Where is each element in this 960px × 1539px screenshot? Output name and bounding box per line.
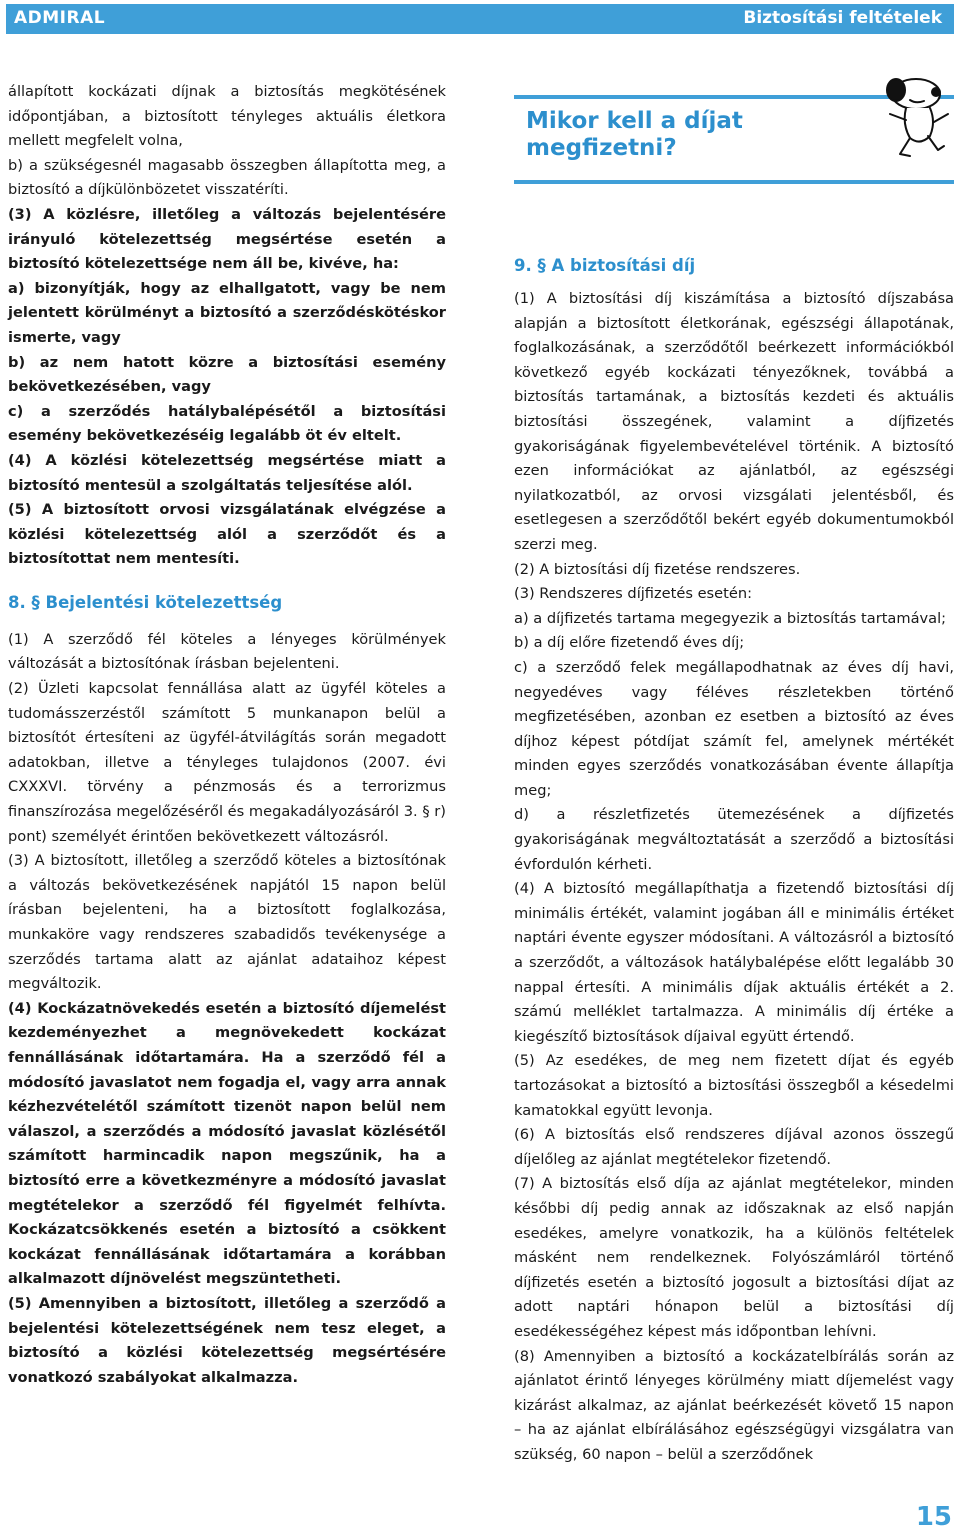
- paragraph: a) bizonyítják, hogy az elhallgatott, vagy be nem jelentett körülményt a biztosító a szerződéskötéskor ismerte, vagy: [8, 279, 446, 346]
- paragraph: (1) A szerződő fél köteles a lényeges körülmények változását a biztosítónak írásban bejelenteni.: [8, 630, 446, 673]
- paragraph: (2) A biztosítási díj fizetése rendszeres.: [514, 560, 801, 578]
- paragraph: (2) Üzleti kapcsolat fennállása alatt az ügyfél köteles a tudomásszerzéstől számított 5 munkanapon belül a biztosítót értesíteni az ügyfél-átvilágítás során megadott adatokban, illetve a tényleges tulajdonos (2007. évi CXXXVI. törvény a pénzmosás és a terrorizmus finanszírozása megelőzéséről és megakadályozásáról 3. § r) pont) személyét érintően bekövetkezett változásról.: [8, 680, 446, 845]
- paragraph: c) a szerződés hatálybalépésétől a biztosítási esemény bekövetkezéséig legalább öt év eltelt.: [8, 402, 446, 445]
- document-title: Biztosítási feltételek: [743, 8, 942, 28]
- page-number: 15: [915, 1502, 952, 1532]
- info-box-title: Mikor kell a díjat megfizetni?: [526, 108, 743, 161]
- paragraph: (4) Kockázatnövekedés esetén a biztosító díjemelést kezdeményezhet a megnövekedett kockázat fennállásának időtartamára. Ha a szerződő fél a módosító javaslatot nem fogadja el, vagy arra annak kézhezvételétől számított tizenöt napon belül nem válaszol, a szerződés a módosító javaslat közlésétől számított harmincadik napon megszűnik, ha a biztosító erre a következményre a módosító javaslat megtételekor a szerződő fél figyelmét felhívta. Kockázatcsökkenés esetén a biztosító a csökkent kockázat fennállásának időtartamára a korábban alkalmazott díjnövelést megszüntetheti.: [8, 999, 446, 1288]
- paragraph: állapított kockázati díjnak a biztosítás megkötésének időpontjában, a biztosított tényleges aktuális életkora mellett megfelelt volna,: [8, 83, 446, 150]
- paragraph: (7) A biztosítás első díja az ajánlat megtételekor, minden későbbi díj pedig annak az időszaknak az első napján esedékes, amelyre vonatkozik, ha a különös feltételek másként nem rendelkeznek. Folyószámláról történő díjfizetés esetén a biztosító jogosult a biztosítási díjat az adott naptári hónapon belül a biztosítási díj esedékességéhez képest más időpontban lehívni.: [514, 1175, 954, 1340]
- brand-name: ADMIRAL: [14, 8, 106, 28]
- paragraph: (4) A közlési kötelezettség megsértése miatt a biztosító mentesül a szolgáltatás teljesítése alól.: [8, 451, 446, 494]
- paragraph: b) a díj előre fizetendő éves díj;: [514, 634, 745, 652]
- paragraph: c) a szerződő felek megállapodhatnak az éves díj havi, negyedéves vagy féléves részletekben történő megfizetésében, azonban ez esetben a biztosító az éves díjhoz képest pótdíjat számít fel, amelynek mértékét minden egyes szerződés vonatkozásában évente állapítja meg;: [514, 658, 954, 799]
- paragraph: b) a szükségesnél magasabb összegben állapította meg, a biztosító a díjkülönbözetet visszatéríti.: [8, 156, 446, 199]
- paragraph: d) a részletfizetés ütemezésének a díjfizetés gyakoriságának megváltoztatását a szerződő a biztosítási évfordulón kérheti.: [514, 806, 954, 873]
- left-column: [8, 80, 446, 1390]
- section-9-title: 9. § A biztosítási díj: [514, 256, 696, 275]
- paragraph: (5) Az esedékes, de meg nem fizetett díjat és egyéb tartozásokat a biztosító a biztosítási összegből a késedelmi kamatokkal együtt levonja.: [514, 1052, 954, 1119]
- paragraph: a) a díjfizetés tartama megegyezik a biztosítás tartamával;: [514, 609, 947, 627]
- paragraph: (1) A biztosítási díj kiszámítása a biztosító díjszabása alapján a biztosított életkorának, egészségi állapotának, foglalkozásának, a szerződőtől beérkezett információkból következő egyéb kockázati tényezőknek, továbbá a biztosítás tartamának, a biztosítás kezdeti és aktuális biztosítási összegének, valamint a díjfizetés gyakoriságának figyelembevételével történik. A biztosító ezen információkat az ajánlatból, az egészségi nyilatkozatból, az orvosi vizsgálati jelentésből, és esetlegesen a szerződőtől bekért egyéb dokumentumokból szerzi meg.: [514, 290, 954, 553]
- section-8-title: 8. § Bejelentési kötelezettség: [8, 592, 283, 612]
- paragraph: (6) A biztosítás első rendszeres díjával azonos összegű díjelőleg az ajánlat megtételekor fizetendő.: [514, 1126, 954, 1168]
- page-header: [6, 4, 954, 34]
- paragraph: (4) A biztosító megállapíthatja a fizetendő biztosítási díj minimális értékét, valamint jogában áll e minimális értéket naptári évente egyszer módosítani. A változásról a biztosító a szerződőt, a változások hatálybalépése előtt legalább 30 nappal értesíti. A minimális díjak aktuális értékét a 2. számú melléklet tartalmazza. A minimális díj értéke a kiegészítő biztosítások díjaival együtt értendő.: [514, 880, 954, 1045]
- paragraph: b) az nem hatott közre a biztosítási esemény bekövetkezésében, vagy: [8, 353, 446, 396]
- paragraph: (3) Rendszeres díjfizetés esetén:: [514, 585, 753, 603]
- snoopy-dog-icon: [876, 70, 956, 164]
- paragraph: (5) A biztosított orvosi vizsgálatának elvégzése a közlési kötelezettség alól a szerződőt és a biztosítottat nem mentesíti.: [8, 501, 446, 568]
- paragraph: (5) Amennyiben a biztosított, illetőleg a szerződő a bejelentési kötelezettségének nem tesz eleget, a biztosító a közlési kötelezettség megsértésére vonatkozó szabályokat alkalmazza.: [8, 1294, 446, 1386]
- right-column: [514, 255, 954, 1468]
- paragraph: (3) A közlésre, illetőleg a változás bejelentésére irányuló kötelezettség megsértése esetén a biztosító kötelezettsége nem áll be, kivéve, ha:: [8, 205, 446, 273]
- paragraph: (8) Amennyiben a biztosító a kockázatelbírálás során az ajánlatot érintő lényeges körülmény miatt díjemelést vagy kizárást alkalmaz, az ajánlat beérkezését követő 15 napon – ha az ajánlat elbírálásához egészségügyi vizsgálatra van szükség, 60 napon – belül a szerződőnek: [514, 1347, 954, 1463]
- paragraph: (3) A biztosított, illetőleg a szerződő köteles a biztosítónak a változás bekövetkezésének napjától 15 napon belül írásban bejelenteni, ha a biztosított foglalkozása, munkaköre vagy rendszeres szabadidős tevékenysége a szerződés tartama alatt az ajánlat adataihoz képest megváltozik.: [8, 852, 446, 993]
